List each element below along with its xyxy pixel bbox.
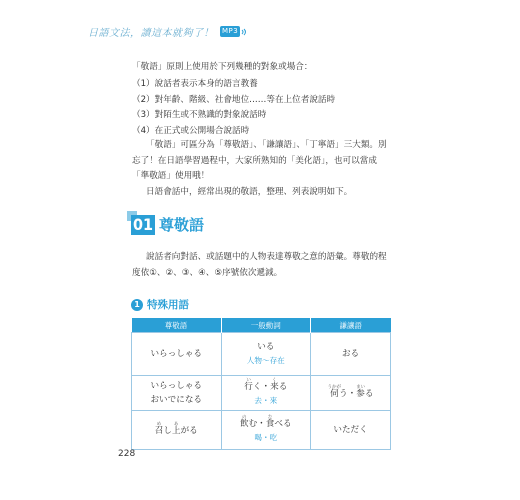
ruby-text: 行いく・来くる (244, 378, 288, 392)
cell-text: おる (341, 349, 360, 359)
table-row (132, 411, 391, 450)
cell-text: おいでになる (150, 395, 203, 405)
ruby-text: 召めし上あがる (154, 422, 198, 436)
furigana-ruby: 来く (270, 378, 279, 392)
list-item: （3）對陌生或不熟識的對象說話時 (132, 110, 267, 121)
list-item: （1）說話者表示本身的語言教養 (132, 79, 258, 89)
list-item: （2）對年齡、階級、社會地位……等在上位者說話時 (132, 94, 336, 105)
cell-text: いる (257, 342, 275, 352)
running-header (88, 24, 250, 39)
book-title: 日語文法，讀這本就夠了！ (88, 28, 214, 39)
furigana-ruby: 伺うかが (327, 385, 342, 399)
list-item: （4）在正式或公開場合說話時 (132, 125, 250, 136)
kenjougo-cell (311, 376, 391, 411)
kenjougo-cell (311, 333, 391, 376)
sonkeigo-definition: 說話者向對話、或話題中的人物表達尊敬之意的語彙。尊敬的程度依①、②、③、④、⑤序號依次遞減。 (132, 252, 387, 278)
furigana-ruby: 食た (265, 415, 275, 429)
classification-paragraph: 「敬語」可區分為「尊敬語」、「謙讓語」、「丁寧語」三大類。別忘了！在日語學習過程中，大家所熟知的「美化語」，也可以當成「準敬語」使用哦！ (132, 140, 387, 182)
keigo-table (131, 318, 391, 450)
subsection-heading (131, 297, 189, 312)
furigana-ruby: 召め (154, 422, 164, 436)
kenjougo-cell (311, 411, 391, 450)
section-title: 尊敬語 (159, 216, 205, 234)
audio-badge (220, 26, 250, 37)
translation-note: 去・來 (254, 396, 278, 405)
column-header-kenjougo: 謙讓語 (311, 318, 391, 333)
furigana-ruby: 上あ (171, 422, 181, 436)
intro-paragraph: 「敬語」原則上使用於下列幾種的對象或場合： (132, 62, 313, 72)
table-row (132, 333, 391, 376)
page-number: 228 (118, 449, 136, 459)
ruby-text: 飲のむ・食たべる (239, 415, 292, 429)
summary-paragraph: 日語會話中，經常出現的敬語，整理、列表說明如下。 (146, 187, 353, 197)
mp3-label: MP3 (222, 27, 239, 35)
column-header-sonkeigo: 尊敬語 (132, 318, 222, 333)
usage-list (132, 77, 335, 139)
ippan-cell (221, 411, 311, 450)
furigana-ruby: 参まい (356, 385, 366, 399)
sonkeigo-cell (132, 376, 222, 411)
table-row (132, 376, 391, 411)
furigana-ruby: 行い (244, 378, 253, 392)
column-header-ippan: 一般動詞 (221, 318, 311, 333)
ruby-text: 伺うかがう・参まいる (327, 385, 374, 399)
translation-note: 喝・吃 (254, 433, 278, 442)
table-header-row (132, 318, 391, 333)
cell-text: いらっしゃる (150, 381, 203, 391)
section-number-badge: 01 (132, 214, 154, 234)
sonkeigo-cell (132, 333, 222, 376)
speaker-waves-icon (240, 27, 250, 37)
ippan-cell (221, 376, 311, 411)
furigana-ruby: 飲の (239, 415, 249, 429)
cell-text: いただく (333, 425, 368, 435)
cell-text: いらっしゃる (150, 349, 203, 359)
translation-note: 人物～存在 (246, 356, 285, 365)
subsection-number-badge: 1 (131, 299, 143, 311)
section-heading (131, 214, 204, 235)
ippan-cell (221, 333, 311, 376)
sonkeigo-cell (132, 411, 222, 450)
subsection-title: 特殊用語 (147, 299, 189, 311)
